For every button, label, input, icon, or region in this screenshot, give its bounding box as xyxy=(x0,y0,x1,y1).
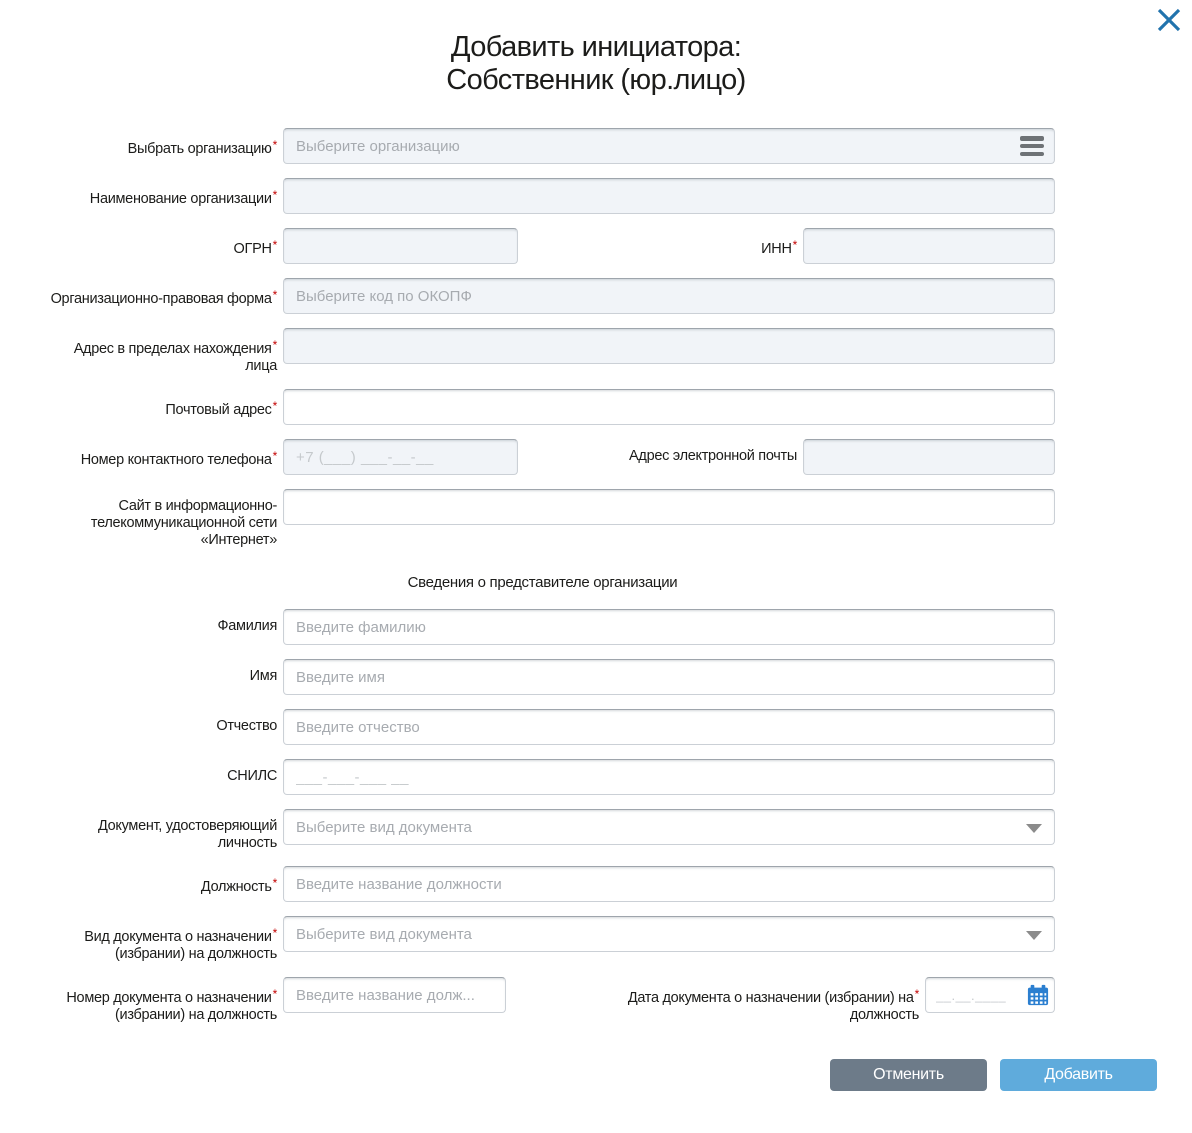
row-okopf xyxy=(30,278,1055,314)
inn-label: ИНН* xyxy=(761,238,797,257)
legal-address-label: Адрес в пределах нахождения* лица xyxy=(73,338,277,374)
phone-input[interactable] xyxy=(283,439,518,475)
last-name-input[interactable] xyxy=(283,609,1055,645)
add-button[interactable]: Добавить xyxy=(1000,1059,1157,1091)
row-first-name xyxy=(30,659,1055,695)
row-legal-address xyxy=(30,328,1055,375)
row-identity-doc xyxy=(30,809,1055,852)
website-input[interactable] xyxy=(283,489,1055,525)
dialog-title-line1: Добавить инициатора: xyxy=(450,31,742,63)
required-mark: * xyxy=(272,188,277,202)
required-mark: * xyxy=(792,238,797,252)
phone-label: Номер контактного телефона* xyxy=(80,449,277,468)
inn-input[interactable] xyxy=(803,228,1055,264)
email-input[interactable] xyxy=(803,439,1055,475)
row-org-name xyxy=(30,178,1055,214)
dialog-title-line2: Собственник (юр.лицо) xyxy=(446,64,746,96)
chevron-down-icon[interactable] xyxy=(1026,931,1042,940)
dialog-title xyxy=(0,0,1192,97)
ogrn-input[interactable] xyxy=(283,228,518,264)
required-mark: * xyxy=(272,338,277,352)
postal-address-label: Почтовый адрес* xyxy=(165,399,277,418)
snils-label: СНИЛС xyxy=(227,768,277,784)
okopf-input[interactable] xyxy=(283,278,1055,314)
row-org-select xyxy=(30,128,1055,164)
menu-icon[interactable] xyxy=(1020,136,1044,156)
postal-address-input[interactable] xyxy=(283,389,1055,425)
appointment-doc-type-label: Вид документа о назначении* (избрании) на должность xyxy=(84,926,277,962)
initiator-form xyxy=(30,128,1055,549)
appointment-doc-number-input[interactable] xyxy=(283,977,506,1013)
okopf-label: Организационно-правовая форма* xyxy=(50,288,277,307)
required-mark: * xyxy=(272,926,277,940)
website-label: Сайт в информационно- телекоммуникационной сети «Интернет» xyxy=(90,498,277,548)
required-mark: * xyxy=(272,876,277,890)
last-name-label: Фамилия xyxy=(217,618,277,634)
first-name-input[interactable] xyxy=(283,659,1055,695)
org-select-input[interactable] xyxy=(283,128,1055,164)
row-phone-email xyxy=(30,439,1055,475)
row-ogrn-inn xyxy=(30,228,1055,264)
required-mark: * xyxy=(272,987,277,1001)
cancel-button[interactable]: Отменить xyxy=(830,1059,987,1091)
org-name-label: Наименование организации* xyxy=(89,188,277,207)
required-mark: * xyxy=(272,288,277,302)
required-mark: * xyxy=(272,138,277,152)
first-name-label: Имя xyxy=(249,668,277,684)
middle-name-label: Отчество xyxy=(216,718,277,734)
close-icon-glyph xyxy=(1156,7,1182,33)
row-postal-address xyxy=(30,389,1055,425)
dialog-actions xyxy=(0,1059,1157,1091)
ogrn-label: ОГРН* xyxy=(233,238,277,257)
identity-doc-label: Документ, удостоверяющий личность xyxy=(97,818,277,851)
appointment-doc-type-select[interactable] xyxy=(283,916,1055,952)
representative-section-header: Сведения о представителе организации xyxy=(407,574,678,591)
chevron-down-icon[interactable] xyxy=(1026,824,1042,833)
position-label: Должность* xyxy=(200,876,277,895)
legal-address-input xyxy=(283,328,1055,364)
row-middle-name xyxy=(30,709,1055,745)
appointment-doc-date-label: Дата документа о назначении (избрании) на* должность xyxy=(627,987,919,1023)
position-input[interactable] xyxy=(283,866,1055,902)
row-appointment-doc-number-date xyxy=(30,977,1055,1024)
identity-doc-select[interactable] xyxy=(283,809,1055,845)
required-mark: * xyxy=(272,399,277,413)
appointment-doc-number-label: Номер документа о назначении* (избрании) на должность xyxy=(66,987,277,1023)
row-appointment-doc-type xyxy=(30,916,1055,963)
org-name-input xyxy=(283,178,1055,214)
required-mark: * xyxy=(914,987,919,1001)
required-mark: * xyxy=(272,449,277,463)
representative-form xyxy=(30,609,1055,1024)
email-label: Адрес электронной почты xyxy=(629,448,797,464)
row-snils xyxy=(30,759,1055,795)
row-position xyxy=(30,866,1055,902)
row-last-name xyxy=(30,609,1055,645)
close-icon[interactable] xyxy=(1155,6,1183,34)
row-website xyxy=(30,489,1055,549)
calendar-icon-glyph xyxy=(1027,984,1049,1006)
org-select-label: Выбрать организацию* xyxy=(127,138,277,157)
required-mark: * xyxy=(272,238,277,252)
snils-input[interactable] xyxy=(283,759,1055,795)
middle-name-input[interactable] xyxy=(283,709,1055,745)
calendar-icon[interactable] xyxy=(1027,984,1049,1006)
